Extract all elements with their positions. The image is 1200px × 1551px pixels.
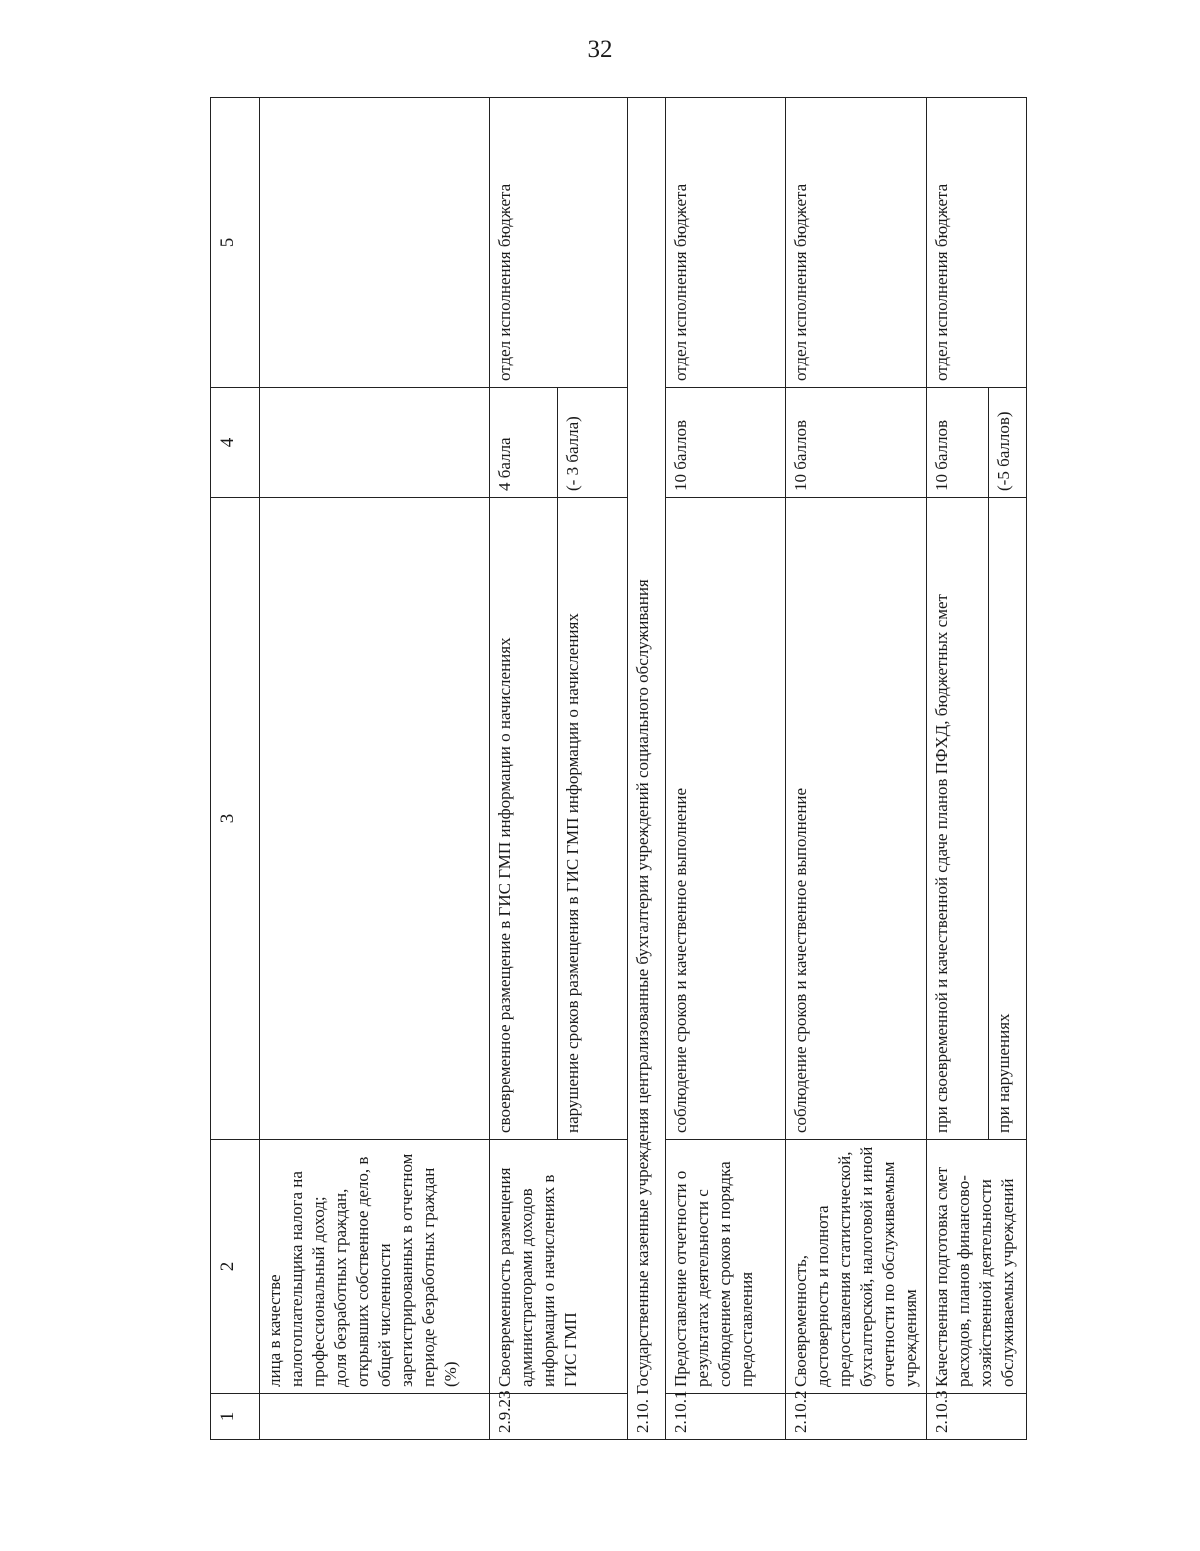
criteria-cell: при нарушениях <box>989 498 1027 1140</box>
rotated-table-wrapper <box>210 98 1071 1440</box>
points-cell <box>260 388 490 498</box>
indicator-cell: Качественная подготовка смет расходов, планов финансово-хозяйственной деятельности обслуживаемых учреждений <box>927 1140 1027 1394</box>
responsible-cell: отдел исполнения бюджета <box>490 98 628 388</box>
responsible-cell <box>260 98 490 388</box>
table-row-2-9-23 <box>490 98 558 1440</box>
column-number-5: 5 <box>211 98 260 388</box>
table-row-continuation <box>260 98 490 1440</box>
responsible-cell: отдел исполнения бюджета <box>786 98 927 388</box>
row-number-cell: 2.10.3 <box>927 1394 1027 1440</box>
column-number-4: 4 <box>211 388 260 498</box>
row-number-cell: 2.10.2 <box>786 1394 927 1440</box>
row-number-cell <box>260 1394 490 1440</box>
table-row-2-10-1 <box>666 98 786 1440</box>
section-row-2-10 <box>628 98 666 1440</box>
points-cell: (-5 баллов) <box>989 388 1027 498</box>
criteria-cell: соблюдение сроков и качественное выполнение <box>786 498 927 1140</box>
points-cell: 10 баллов <box>666 388 786 498</box>
indicator-cell: Своевременность, достоверность и полнота предоставления статистической, бухгалтерской, налоговой и иной отчетности по обслуживаемым учреждениям <box>786 1140 927 1394</box>
points-cell: (- 3 балла) <box>558 388 628 498</box>
indicator-cell: Своевременность размещения администраторами доходов информации о начислениях в ГИС ГМП <box>490 1140 628 1394</box>
indicator-cell: лица в качестве налогоплательщика налога на профессиональный доход; доля безработных граждан, открывших собственное дело, в общей численности зарегистрированных в отчетном периоде безработных граждан (%) <box>260 1140 490 1394</box>
points-cell: 4 балла <box>490 388 558 498</box>
indicator-cell: Предоставление отчетности о результатах деятельности с соблюдением сроков и порядка предоставления <box>666 1140 786 1394</box>
criteria-cell: соблюдение сроков и качественное выполнение <box>666 498 786 1140</box>
table-row-2-10-2 <box>786 98 927 1440</box>
row-number-cell: 2.10.1 <box>666 1394 786 1440</box>
row-number-cell: 2.9.23 <box>490 1394 628 1440</box>
responsible-cell: отдел исполнения бюджета <box>927 98 1027 388</box>
page-number: 32 <box>587 36 613 63</box>
column-number-2: 2 <box>211 1140 260 1394</box>
points-cell: 10 баллов <box>786 388 927 498</box>
criteria-cell: своевременное размещение в ГИС ГМП информации о начислениях <box>490 498 558 1140</box>
column-number-3: 3 <box>211 498 260 1140</box>
criteria-cell: нарушение сроков размещения в ГИС ГМП информации о начислениях <box>558 498 628 1140</box>
column-number-1: 1 <box>211 1394 260 1440</box>
points-cell: 10 баллов <box>927 388 989 498</box>
table-header-row <box>211 98 260 1440</box>
criteria-cell <box>260 498 490 1140</box>
responsible-cell: отдел исполнения бюджета <box>666 98 786 388</box>
criteria-cell: при своевременной и качественной сдаче планов ПФХД, бюджетных смет <box>927 498 989 1140</box>
section-title: 2.10. Государственные казенные учреждения централизованные бухгалтерии учреждений социального обслуживания <box>628 98 666 1440</box>
table-row-2-10-3 <box>927 98 989 1440</box>
criteria-table <box>210 97 1027 1440</box>
